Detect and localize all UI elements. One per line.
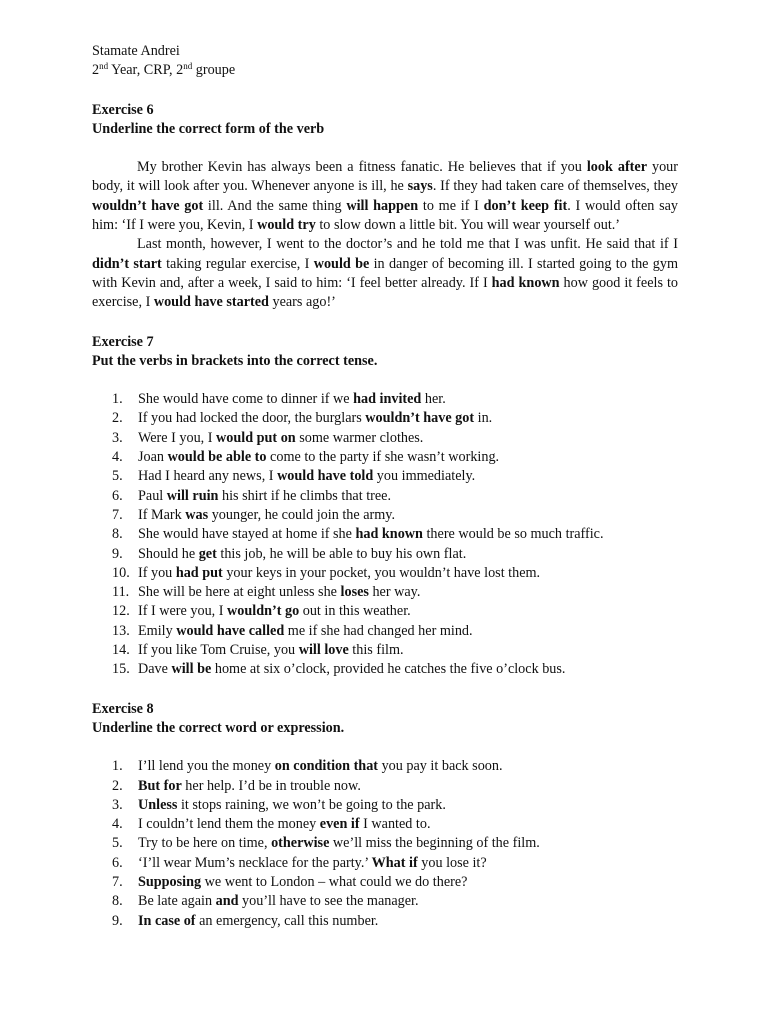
answer-text: was bbox=[185, 506, 209, 523]
body-text: come to the party if she wasn’t working. bbox=[266, 449, 500, 466]
body-text: this job, he will be able to buy his own flat. bbox=[216, 545, 467, 562]
body-text: Had I heard any news, I bbox=[138, 468, 278, 485]
answer-text: Supposing bbox=[138, 873, 202, 890]
body-text: your keys in your pocket, you wouldn’t have lost them. bbox=[222, 564, 541, 581]
body-text: years ago!’ bbox=[268, 294, 336, 311]
list-item bbox=[92, 390, 678, 409]
list-item bbox=[92, 854, 678, 873]
answer-text: What if bbox=[371, 854, 418, 871]
item-number: 2. bbox=[112, 410, 123, 427]
list-item bbox=[92, 583, 678, 602]
body-text: . If they had taken care of themselves, they bbox=[432, 178, 678, 195]
body-text: If you had locked the door, the burglars bbox=[138, 410, 366, 427]
body-text: ill. And the same thing bbox=[203, 197, 347, 214]
item-number: 5. bbox=[112, 835, 123, 852]
exercise-6-title: Exercise 6 bbox=[92, 101, 154, 118]
course-info bbox=[92, 61, 678, 80]
list-item bbox=[92, 448, 678, 467]
answer-text: wouldn’t have got bbox=[92, 197, 204, 214]
list-item bbox=[92, 912, 678, 931]
answer-text: will love bbox=[298, 642, 349, 659]
item-number: 12. bbox=[112, 603, 130, 620]
item-number: 7. bbox=[112, 873, 123, 890]
list-item bbox=[92, 796, 678, 815]
list-item bbox=[92, 409, 678, 428]
answer-text: get bbox=[198, 545, 217, 562]
item-number: 3. bbox=[112, 796, 123, 813]
body-text: out in this weather. bbox=[299, 603, 411, 620]
answer-text: would be bbox=[313, 255, 370, 272]
list-item bbox=[92, 467, 678, 486]
exercise-7-title: Exercise 7 bbox=[92, 333, 154, 350]
list-item bbox=[92, 815, 678, 834]
answer-text: on condition that bbox=[274, 758, 379, 775]
answer-text: didn’t start bbox=[92, 255, 162, 272]
list-item bbox=[92, 429, 678, 448]
body-text: an emergency, call this number. bbox=[195, 912, 379, 929]
answer-text: loses bbox=[340, 584, 369, 601]
body-text: in. bbox=[474, 410, 493, 427]
item-number: 10. bbox=[112, 564, 130, 581]
list-item bbox=[92, 777, 678, 796]
list-item bbox=[92, 660, 678, 679]
body-text: Were I you, I bbox=[138, 429, 217, 446]
body-text: you lose it? bbox=[417, 854, 487, 871]
item-number: 8. bbox=[112, 526, 123, 543]
exercise-8 bbox=[92, 700, 678, 931]
answer-text: will be bbox=[171, 661, 212, 678]
answer-text: wouldn’t have got bbox=[365, 410, 475, 427]
body-text: to slow down a little bit. You will wear yourself out.’ bbox=[315, 217, 621, 234]
body-text: She would have come to dinner if we bbox=[138, 391, 354, 408]
body-text: some warmer clothes. bbox=[295, 429, 424, 446]
body-text: her way. bbox=[368, 584, 421, 601]
body-text: her help. I’d be in trouble now. bbox=[181, 777, 361, 794]
answer-text: had known bbox=[355, 526, 423, 543]
list-item bbox=[92, 892, 678, 911]
answer-text: don’t keep fit bbox=[483, 197, 568, 214]
item-number: 1. bbox=[112, 391, 123, 408]
body-text: his shirt if he climbs that tree. bbox=[218, 487, 391, 504]
item-number: 2. bbox=[112, 777, 123, 794]
item-number: 9. bbox=[112, 545, 123, 562]
body-text: we went to London – what could we do there? bbox=[201, 873, 468, 890]
body-text: Emily bbox=[138, 622, 177, 639]
answer-text: had known bbox=[491, 274, 560, 291]
body-text: She would have stayed at home if she bbox=[138, 526, 356, 543]
body-text: Paul bbox=[138, 487, 167, 504]
item-number: 4. bbox=[112, 816, 123, 833]
body-text: . I would often say him: ‘If I were you, Kevin, I bbox=[92, 197, 679, 234]
body-text: you’ll have to see the manager. bbox=[238, 893, 419, 910]
body-text: you immediately. bbox=[373, 468, 476, 485]
body-text: I’ll lend you the money bbox=[138, 758, 275, 775]
answer-text: look after bbox=[586, 159, 647, 176]
item-number: 9. bbox=[112, 912, 123, 929]
body-text: Last month, however, I went to the doctor’s and he told me that I was unfit. He said that if I bbox=[137, 236, 678, 253]
year-suffix: nd bbox=[99, 61, 109, 72]
body-text: My brother Kevin has always been a fitness fanatic. He believes that if you bbox=[137, 159, 587, 176]
answer-text: even if bbox=[319, 816, 360, 833]
group-label: groupe bbox=[192, 62, 236, 79]
item-number: 6. bbox=[112, 487, 123, 504]
exercise-7-list bbox=[92, 390, 678, 679]
item-number: 1. bbox=[112, 758, 123, 775]
exercise-8-title: Exercise 8 bbox=[92, 700, 154, 717]
body-text: we’ll miss the beginning of the film. bbox=[329, 835, 540, 852]
exercise-8-instruction: Underline the correct word or expression. bbox=[92, 719, 345, 736]
group-suffix: nd bbox=[183, 61, 193, 72]
answer-text: would have started bbox=[153, 294, 269, 311]
exercise-8-list bbox=[92, 757, 678, 931]
body-text: it stops raining, we won’t be going to the park. bbox=[177, 796, 446, 813]
body-text: home at six o’clock, provided he catches the five o’clock bus. bbox=[211, 661, 566, 678]
body-text: Should he bbox=[138, 545, 199, 562]
item-number: 8. bbox=[112, 893, 123, 910]
list-item bbox=[92, 564, 678, 583]
body-text: taking regular exercise, I bbox=[161, 255, 314, 272]
body-text: her. bbox=[421, 391, 446, 408]
exercise-7 bbox=[92, 333, 678, 680]
item-number: 4. bbox=[112, 449, 123, 466]
year-number: 2 bbox=[92, 62, 100, 79]
body-text: me if she had changed her mind. bbox=[284, 622, 473, 639]
item-number: 15. bbox=[112, 661, 130, 678]
list-item bbox=[92, 487, 678, 506]
list-item bbox=[92, 873, 678, 892]
list-item bbox=[92, 602, 678, 621]
body-text: in danger of becoming ill. I started going to the gym with Kevin and, after a week, I said to him: ‘I feel better already. If I bbox=[92, 255, 678, 291]
author-name: Stamate Andrei bbox=[92, 43, 180, 59]
answer-text: would try bbox=[257, 217, 316, 234]
answer-text: will happen bbox=[346, 197, 419, 214]
list-item bbox=[92, 622, 678, 641]
list-item bbox=[92, 525, 678, 544]
item-number: 13. bbox=[112, 622, 130, 639]
answer-text: had put bbox=[175, 564, 223, 581]
answer-text: would be able to bbox=[167, 449, 267, 466]
list-item bbox=[92, 545, 678, 564]
body-text: If I were you, I bbox=[138, 603, 228, 620]
document-header bbox=[92, 42, 678, 81]
answer-text: In case of bbox=[138, 912, 196, 929]
item-number: 14. bbox=[112, 642, 130, 659]
list-item bbox=[92, 757, 678, 776]
answer-text: would have told bbox=[277, 468, 374, 485]
body-text: your body, it will look after you. Whenever anyone is ill, he bbox=[92, 159, 678, 195]
body-text: I couldn’t lend them the money bbox=[138, 816, 320, 833]
body-text: If you bbox=[138, 564, 176, 581]
body-text: to me if I bbox=[418, 197, 484, 214]
exercise-6-paragraph bbox=[92, 235, 678, 312]
body-text: this film. bbox=[348, 642, 404, 659]
body-text: there would be so much traffic. bbox=[422, 526, 604, 543]
body-text: Be late again bbox=[138, 893, 216, 910]
body-text: I wanted to. bbox=[359, 816, 431, 833]
answer-text: Unless bbox=[138, 796, 178, 813]
exercise-6-instruction: Underline the correct form of the verb bbox=[92, 120, 325, 137]
body-text: Try to be here on time, bbox=[138, 835, 272, 852]
answer-text: will ruin bbox=[166, 487, 219, 504]
list-item bbox=[92, 834, 678, 853]
item-number: 3. bbox=[112, 429, 123, 446]
answer-text: would have called bbox=[176, 622, 285, 639]
body-text: you pay it back soon. bbox=[378, 758, 503, 775]
body-text: younger, he could join the army. bbox=[208, 506, 395, 523]
answer-text: and bbox=[215, 893, 239, 910]
body-text: Dave bbox=[138, 661, 172, 678]
body-text: ‘I’ll wear Mum’s necklace for the party.’ bbox=[138, 854, 372, 871]
answer-text: wouldn’t go bbox=[227, 603, 300, 620]
answer-text: otherwise bbox=[271, 835, 330, 852]
body-text: If Mark bbox=[138, 506, 186, 523]
item-number: 5. bbox=[112, 468, 123, 485]
item-number: 6. bbox=[112, 854, 123, 871]
body-text: If you like Tom Cruise, you bbox=[138, 642, 299, 659]
item-number: 11. bbox=[112, 584, 130, 601]
exercise-6-paragraph bbox=[92, 158, 678, 235]
exercise-7-instruction: Put the verbs in brackets into the correct tense. bbox=[92, 352, 378, 369]
answer-text: would put on bbox=[216, 429, 296, 446]
answer-text: had invited bbox=[353, 391, 422, 408]
body-text: how good it feels to exercise, I bbox=[92, 274, 678, 311]
exercise-6-paragraphs bbox=[92, 158, 678, 312]
answer-text: says bbox=[407, 178, 433, 195]
document-page bbox=[92, 42, 678, 931]
list-item bbox=[92, 641, 678, 660]
item-number: 7. bbox=[112, 506, 123, 523]
answer-text: But for bbox=[138, 777, 182, 794]
body-text: She will be here at eight unless she bbox=[138, 584, 341, 601]
course-mid: Year, CRP, 2 bbox=[108, 62, 184, 79]
list-item bbox=[92, 506, 678, 525]
body-text: Joan bbox=[138, 449, 168, 466]
exercise-6 bbox=[92, 101, 678, 313]
